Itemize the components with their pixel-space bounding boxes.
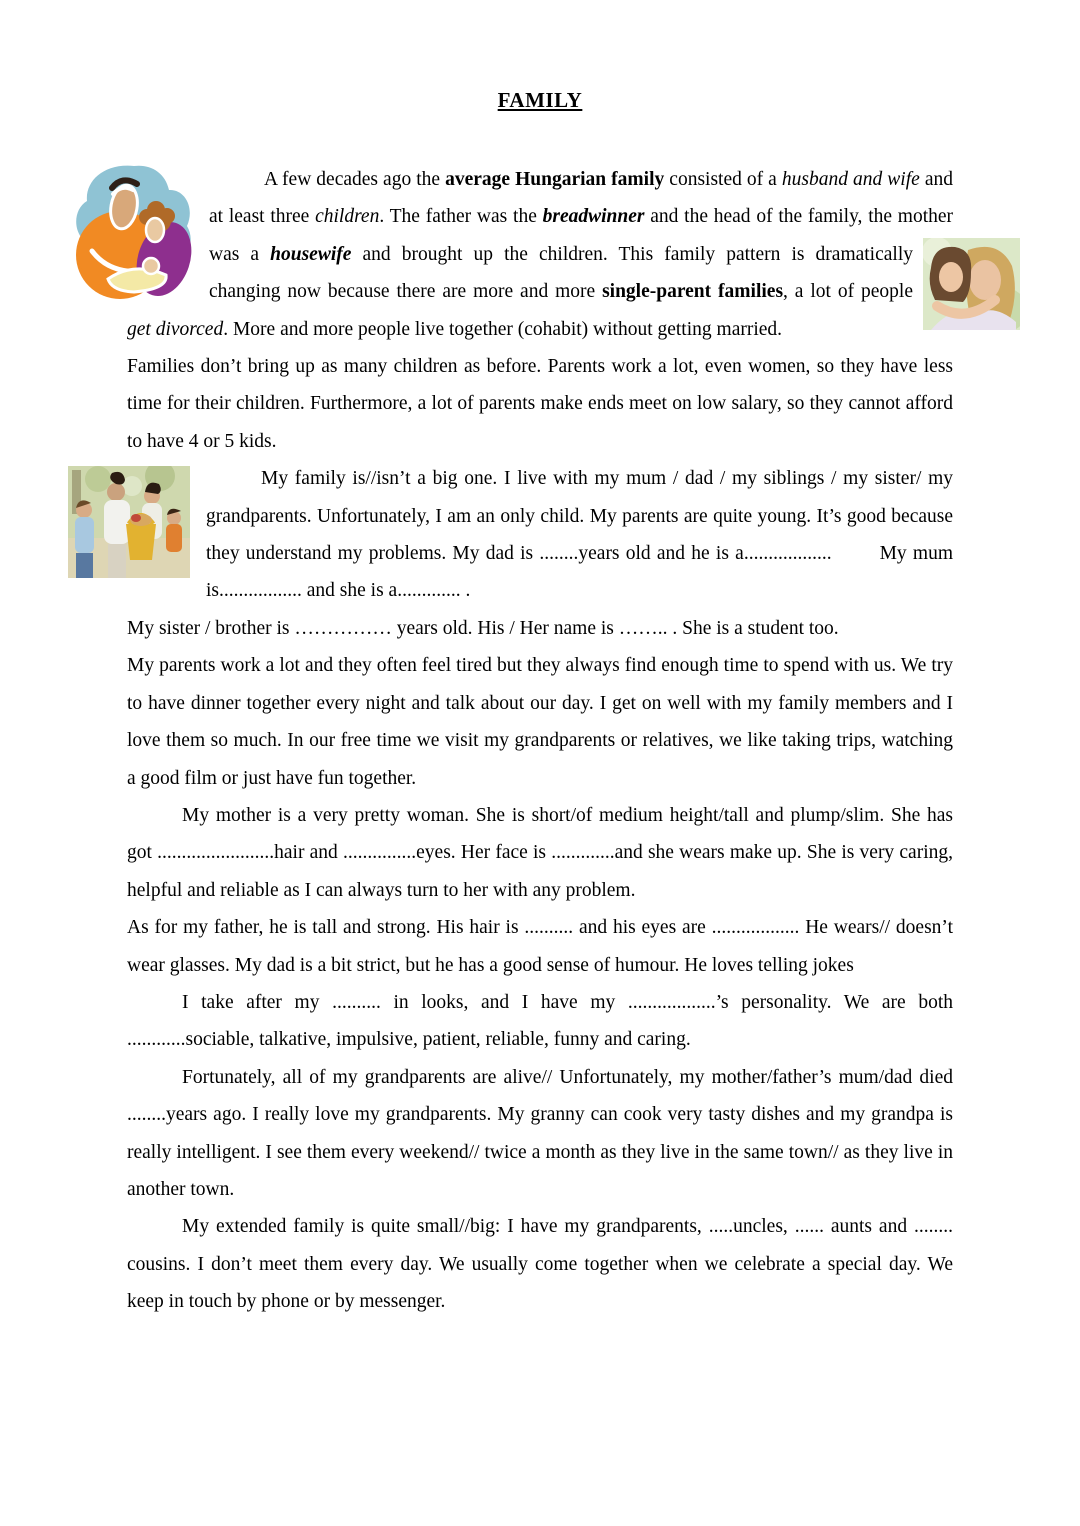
text-run: My mum is................. and she is a............. . — [206, 543, 953, 602]
text-run: and the head of the — [644, 206, 808, 228]
paragraph-sibling — [127, 610, 953, 647]
page-title: FAMILY — [497, 88, 583, 112]
text-run-bold: single-parent families — [602, 281, 784, 303]
paragraph-grandparents — [127, 1059, 953, 1209]
text-run: My mother is a very pretty woman. She is short/of medium height/tall and plump/slim. She has got ........................hair and ...............eyes. Her face is .............and she wears make up. She is very caring, helpful and reliable as I can always turn to her with any problem. — [127, 804, 953, 901]
family-walking-photo — [68, 466, 190, 578]
text-run: A few decades ago the — [264, 169, 446, 190]
family-clipart-icon — [72, 163, 197, 305]
text-run: As for my father, he is tall and strong. His hair is .......... and his eyes are .................. He wears// doesn’t wear glasses. My dad is a bit strict, but he has a good sense of humour. He loves telling jokes — [127, 917, 953, 976]
paragraph-extended-family — [127, 1208, 953, 1320]
text-run-italic: get divorced — [127, 318, 224, 340]
text-run-italic: children — [315, 206, 380, 228]
text-run: consisted of a — [664, 169, 782, 190]
text-run: and brought up the children. This family pattern is dramatically changing now because there are more and more — [209, 243, 913, 303]
paragraph-parents-work — [127, 647, 953, 797]
text-run-bold-italic: housewife — [270, 243, 352, 265]
text-run: , a lot of people — [783, 281, 913, 303]
text-run: Fortunately, all of my grandparents are alive// Unfortunately, my mother/father’s mum/dad died ........years ago. I really love my grandparents. My granny can cook very tasty dishes and my grandpa is really intelligent. I see them every weekend// twice a month as they live in the same town// as they live in another town. — [127, 1066, 953, 1200]
text-run-italic: husband and wife — [781, 169, 920, 190]
paragraph-my-family — [127, 460, 953, 610]
text-run-bold: average Hungarian family — [445, 169, 665, 190]
text-run: family, the mother was a — [209, 206, 954, 265]
paragraph-families-children — [127, 348, 953, 460]
document-body — [127, 161, 953, 1321]
text-run: and at least three — [209, 169, 953, 228]
mother-daughter-photo — [923, 238, 1020, 330]
text-run: My family is//isn’t a big one. I live with my mum / dad / my siblings / my sister/ my grandparents. Unfortunately, I am an only child. My parents are quite young. It’s good because they understand my problems. My dad is ........years old and he is a.................. — [206, 468, 953, 565]
text-run: . The father was the — [379, 206, 543, 228]
text-run: I take after my .......... in looks, and I have my ..................’s personality. We are both ............sociable, talkative, impulsive, patient, reliable, funny and caring. — [127, 991, 953, 1051]
text-run-bold-italic: breadwinner — [542, 206, 645, 228]
text-run: . More and more people live together (cohabit) without getting married. — [223, 318, 783, 340]
text-run: My sister / brother is …………… years old. His / Her name is …….. . She is a student too. — [127, 617, 839, 639]
text-run: My extended family is quite small//big: I have my grandparents, .....uncles, ...... aunts and ........ cousins. I don’t meet them every day. We usually come together when we celebrate a special day. We keep in touch by phone or by messenger. — [127, 1216, 953, 1313]
paragraph-intro — [127, 161, 953, 348]
text-run: My parents work a lot and they often feel tired but they always find enough time to spend with us. We try to have dinner together every night and talk about our day. I get on well with my family members and I love them so much. In our free time we visit my grandparents or relatives, we like taking trips, watching a good film or just have fun together. — [127, 655, 953, 789]
paragraph-take-after — [127, 984, 953, 1059]
paragraph-father — [127, 909, 953, 984]
paragraph-mother — [127, 797, 953, 909]
text-run: Families don’t bring up as many children as before. Parents work a lot, even women, so they have less time for their children. Furthermore, a lot of parents make ends meet on low salary, so they cannot afford to have 4 or 5 kids. — [127, 356, 953, 452]
